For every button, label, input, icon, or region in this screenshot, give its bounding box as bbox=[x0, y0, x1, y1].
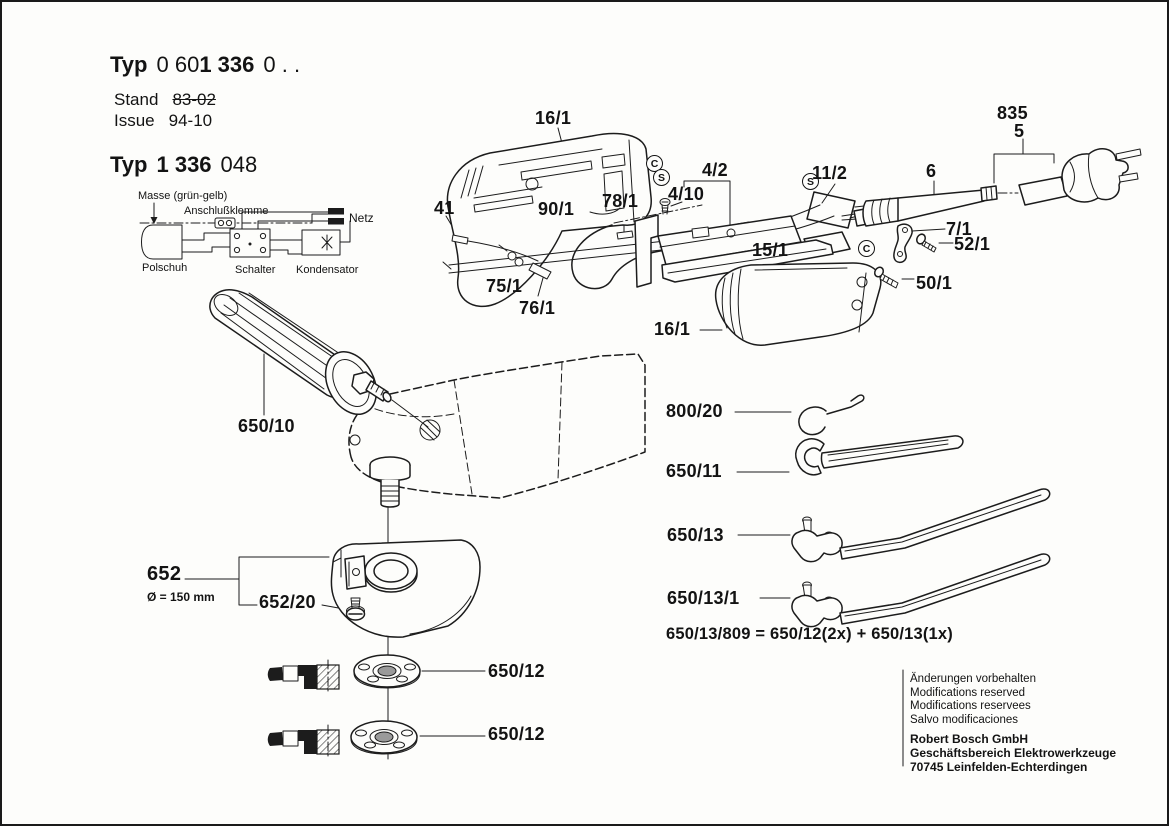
part-label-41: 41 bbox=[434, 198, 455, 218]
footer-company-division: Geschäftsbereich Elektrowerkzeuge bbox=[910, 746, 1117, 760]
part-label-650-12-upper: 650/12 bbox=[488, 661, 545, 681]
part-label-5: 5 bbox=[1014, 121, 1025, 141]
part-label-4-10: 4/10 bbox=[668, 184, 705, 204]
cable-plug-art bbox=[842, 149, 1141, 226]
wiring-label-kondensator: Kondensator bbox=[296, 264, 359, 276]
cross-section-art bbox=[268, 660, 339, 694]
part-label-11-2: 11/2 bbox=[812, 163, 848, 183]
issue-value: 94-10 bbox=[168, 111, 213, 130]
part-label-90-1: 90/1 bbox=[538, 199, 575, 219]
footer-notice-de: Änderungen vorbehalten bbox=[910, 673, 1036, 685]
part-label-16-1-bottom: 16/1 bbox=[654, 319, 691, 339]
part-label-650-11: 650/11 bbox=[666, 461, 722, 481]
part-label-650-13: 650/13 bbox=[667, 525, 724, 545]
part-label-78-1: 78/1 bbox=[602, 191, 639, 211]
callout-c-foam: C bbox=[858, 240, 875, 257]
wiring-label-polschuh: Polschuh bbox=[142, 262, 188, 274]
part-label-4-2: 4/2 bbox=[702, 160, 728, 180]
tools-art bbox=[792, 395, 1050, 627]
part-label-650-10: 650/10 bbox=[238, 416, 295, 436]
part-label-652-20: 652/20 bbox=[259, 592, 316, 612]
part-label-52-1: 52/1 bbox=[954, 234, 991, 254]
issue-line: Issue 94-10 bbox=[114, 111, 213, 130]
part-label-76-1: 76/1 bbox=[519, 298, 556, 318]
side-handle-art bbox=[210, 290, 428, 427]
callout-s-handle: S bbox=[653, 169, 670, 186]
footer-company bbox=[910, 732, 1116, 774]
variant-number-line: Typ 1 336 048 bbox=[110, 152, 258, 177]
part-label-6: 6 bbox=[926, 161, 937, 181]
type-label: Typ bbox=[110, 52, 148, 77]
footer-company-city: 70745 Leinfelden-Echterdingen bbox=[910, 760, 1088, 774]
part-label-650-12-lower: 650/12 bbox=[488, 724, 545, 744]
part-label-652-diameter: Ø = 150 mm bbox=[147, 590, 215, 604]
wiring-label-netz: Netz bbox=[349, 211, 374, 225]
part-label-75-1: 75/1 bbox=[486, 276, 523, 296]
part-label-16-1-top: 16/1 bbox=[535, 108, 572, 128]
part-label-652: 652 bbox=[147, 563, 182, 585]
footer-notice-fr: Modifications reservees bbox=[910, 700, 1031, 712]
footer-notice bbox=[910, 673, 1116, 774]
type-number-line: Typ 0 601 336 0 . . bbox=[110, 52, 301, 77]
part-label-835: 835 bbox=[997, 103, 1028, 123]
flange-art bbox=[354, 655, 420, 688]
part-label-15-1: 15/1 bbox=[752, 240, 789, 260]
guard-art bbox=[331, 540, 480, 637]
part-label-650-13-1: 650/13/1 bbox=[667, 588, 740, 608]
wiring-label-schalter: Schalter bbox=[235, 264, 276, 276]
part-label-50-1: 50/1 bbox=[916, 273, 953, 293]
part-label-7-1: 7/1 bbox=[946, 219, 972, 239]
stand-line: Stand 83-02 bbox=[114, 90, 216, 109]
parts-formula: 650/13/809 = 650/12(2x) + 650/13(1x) bbox=[666, 625, 954, 643]
handle-bottom-art bbox=[716, 263, 881, 345]
wiring-label-anschlussklemme: Anschlußklemme bbox=[184, 205, 269, 217]
stand-value: 83-02 bbox=[172, 90, 216, 109]
callout-s-choke: S bbox=[802, 173, 819, 190]
callout-c-handle: C bbox=[646, 155, 663, 172]
grinder-body-phantom bbox=[349, 354, 645, 507]
wiring-label-masse: Masse (grün-gelb) bbox=[138, 190, 228, 202]
footer-notice-en: Modifications reserved bbox=[910, 686, 1026, 699]
footer-notice-es: Salvo modificaciones bbox=[910, 713, 1019, 726]
footer-company-name: Robert Bosch GmbH bbox=[910, 732, 1029, 746]
part-label-800-20: 800/20 bbox=[666, 401, 723, 421]
